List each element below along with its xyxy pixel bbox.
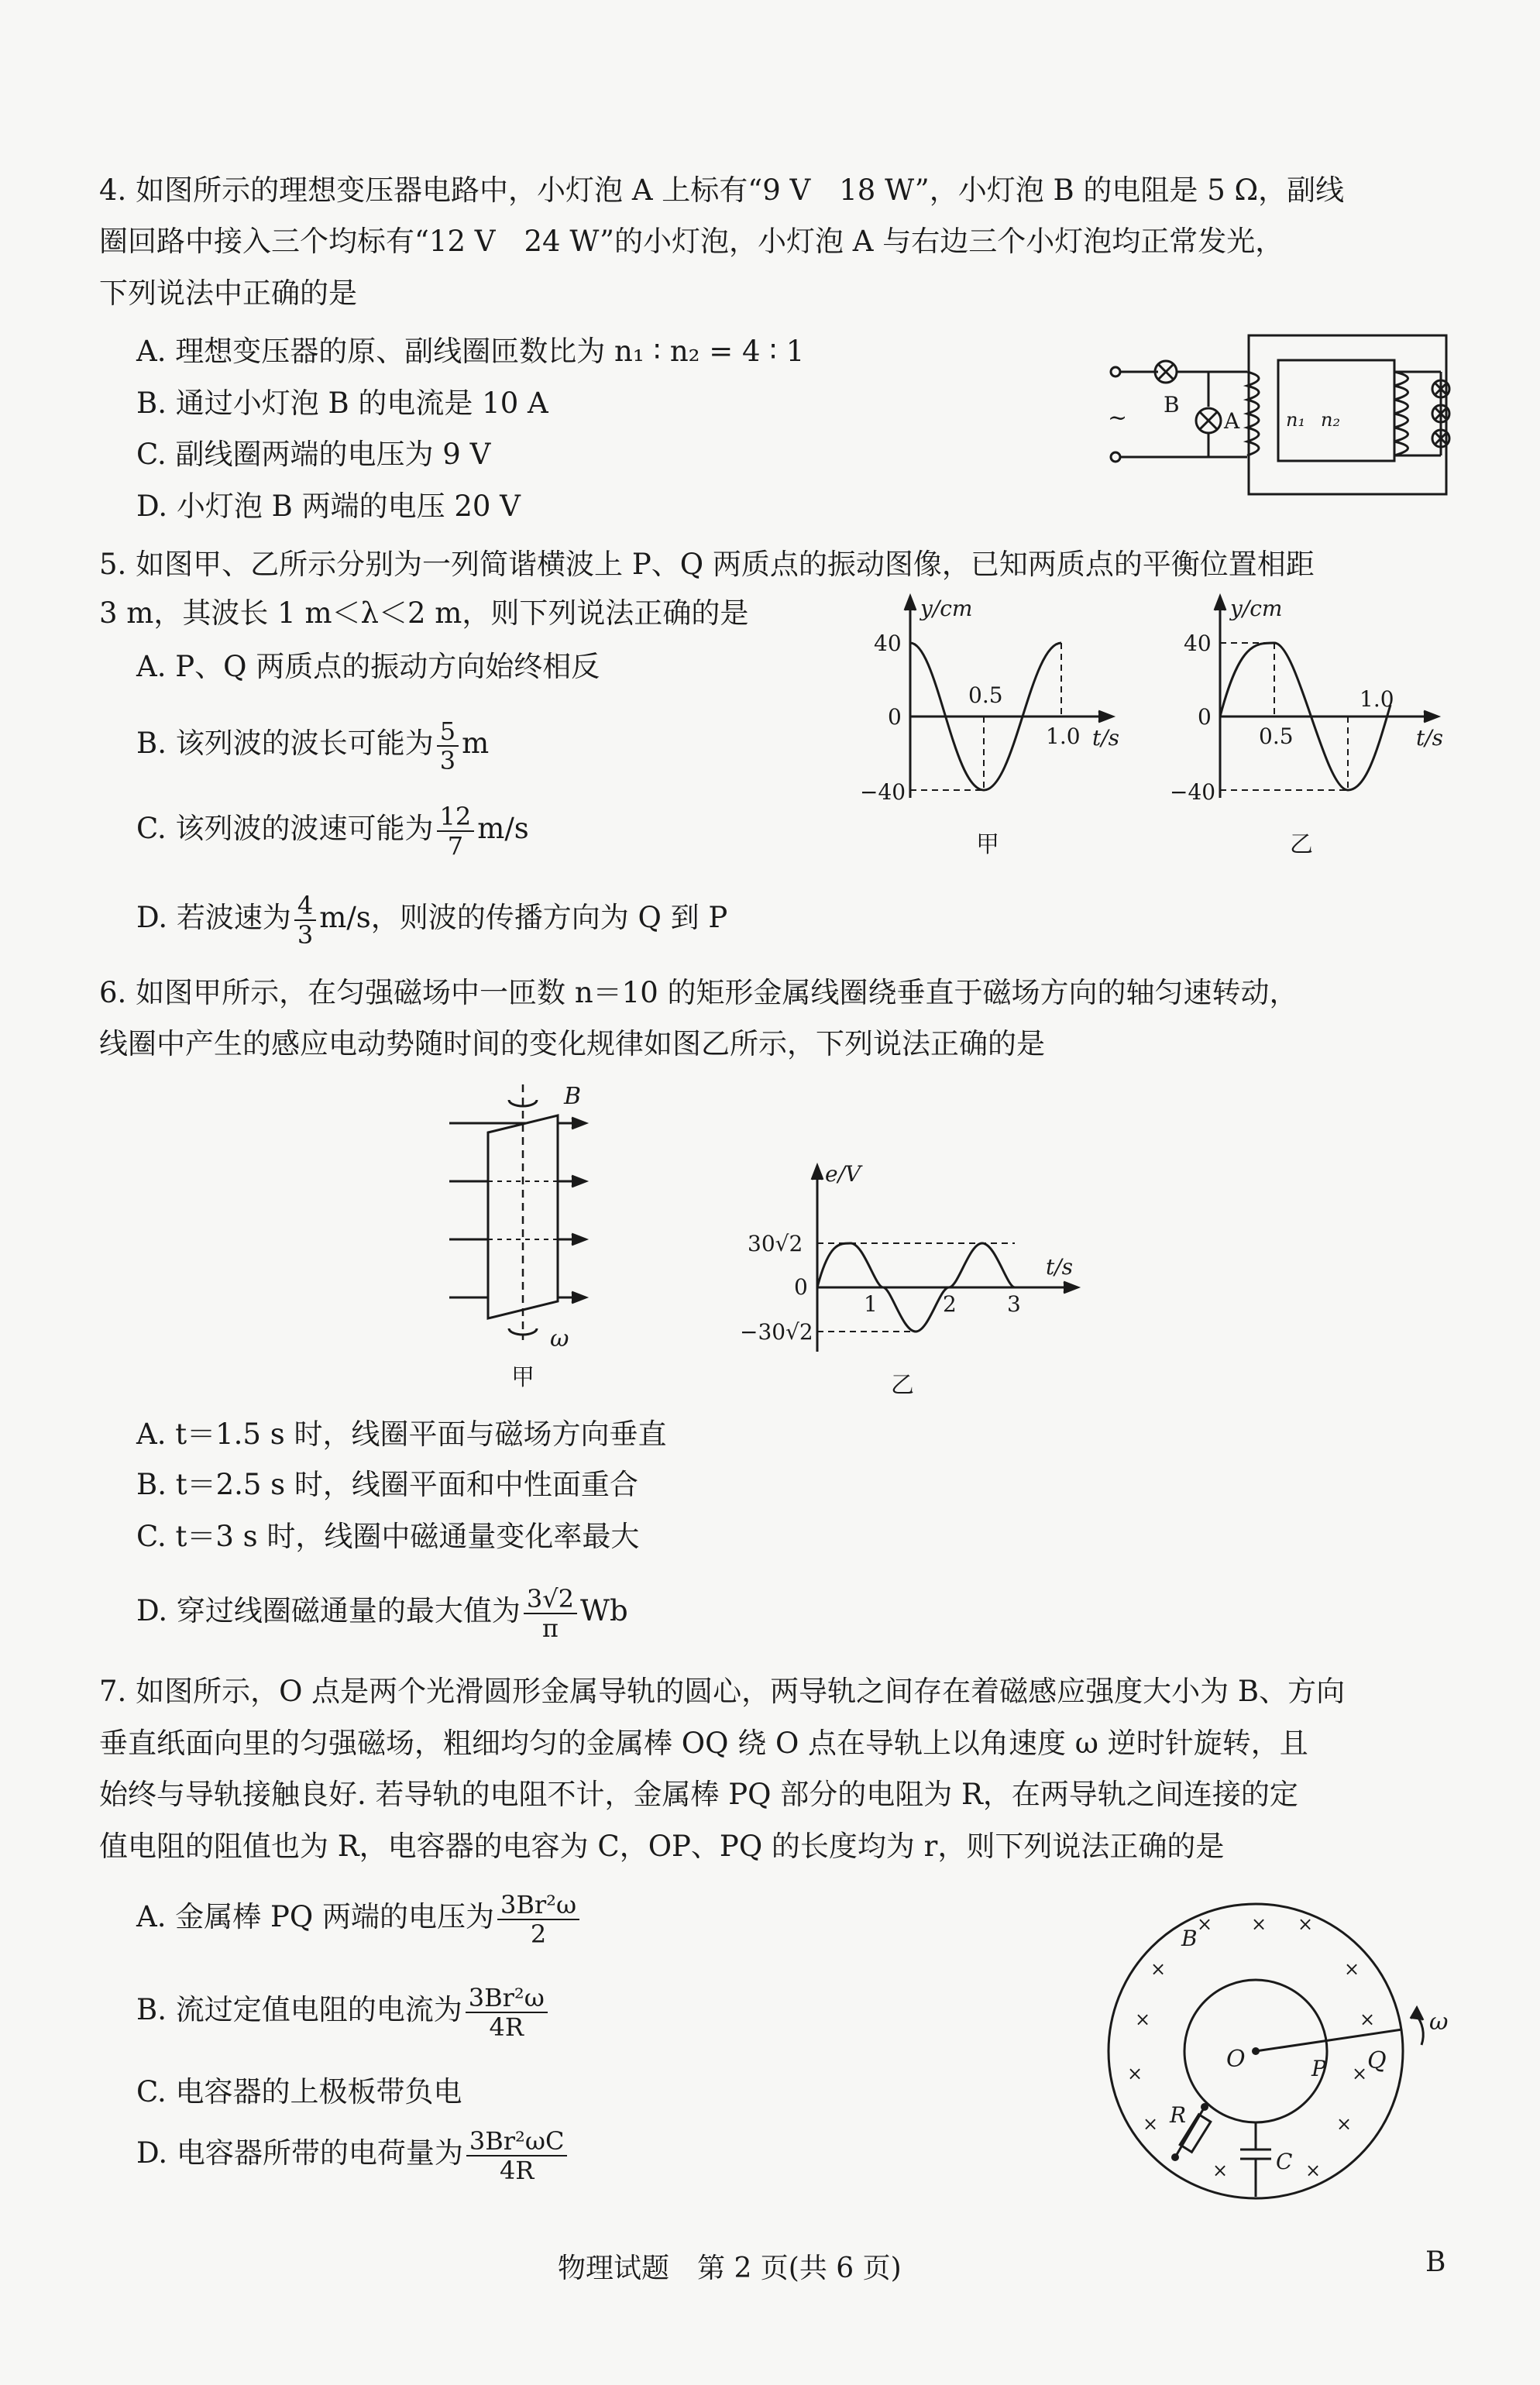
q7-cross-5: × (1344, 1958, 1360, 1980)
q5-jia-ylabel: y/cm (920, 596, 973, 621)
q7-cross-13: × (1305, 2160, 1322, 2181)
q6-jia-caption: 甲 (511, 1364, 535, 1391)
q7-cross-1: × (1197, 1913, 1213, 1935)
q6-yi-t3: 3 (1007, 1291, 1021, 1317)
q7-option-b-num: 3Br²ω (466, 1984, 548, 2013)
q5-option-d-text: D. 若波速为 (136, 901, 291, 934)
q6-omega-label: ω (550, 1325, 569, 1352)
q7-option-d-num: 3Br²ωC (466, 2127, 568, 2156)
q4-option-a: A. 理想变压器的原、副线圈匝数比为 n₁ ∶ n₂ = 4 ∶ 1 (136, 335, 805, 368)
q6-yi-y-zero: 0 (794, 1274, 808, 1300)
q4-stem-line-2: 圈回路中接入三个均标有“12 V 24 W”的小灯泡，小灯泡 A 与右边三个小灯泡均正常发光， (99, 225, 1284, 258)
q7-rails-figure (1104, 1890, 1476, 2215)
q6-option-d (136, 1576, 628, 1646)
q7-q-label: Q (1367, 2047, 1387, 2074)
q7-cross-7: × (1360, 2009, 1376, 2030)
q5-stem-line-1: 5. 如图甲、乙所示分别为一列简谐横波上 P、Q 两质点的振动图像，已知两质点的平衡位置相距 (99, 548, 1315, 581)
q4-lamp-a-label: A (1224, 408, 1240, 434)
q6-option-d-unit: Wb (579, 1594, 628, 1627)
q7-cross-6: × (1135, 2009, 1151, 2030)
q7-b-label: B (1181, 1926, 1198, 1951)
q6-stem-line-2: 线圈中产生的感应电动势随时间的变化规律如图乙所示，下列说法正确的是 (99, 1027, 1045, 1060)
q4-n1-label: n₁ (1286, 409, 1306, 431)
q7-field-crosses (1127, 1913, 1375, 2181)
q7-option-c: C. 电容器的上极板带负电 (136, 2075, 462, 2108)
q5-yi-x-end: 1.0 (1360, 686, 1394, 712)
q7-option-a (136, 1882, 583, 1952)
q5-yi-ylabel: y/cm (1230, 596, 1283, 621)
q6-yi-t2: 2 (943, 1291, 957, 1317)
q7-option-b (136, 1975, 551, 2045)
q4-source-label: ~ (1108, 404, 1128, 431)
q5-graph-yi (1170, 589, 1449, 860)
q5-option-c-den: 7 (447, 830, 464, 861)
q4-transformer-circuit (1100, 329, 1480, 500)
q6-yi-caption: 乙 (891, 1372, 914, 1399)
q7-option-a-den: 2 (530, 1919, 547, 1949)
q6-yi-xlabel: t/s (1046, 1254, 1074, 1280)
q6-yi-t1: 1 (864, 1291, 878, 1317)
q5-stem-line-2: 3 m，其波长 1 m＜λ＜2 m，则下列说法正确的是 (99, 596, 749, 630)
q4-stem-line-1: 4. 如图所示的理想变压器电路中，小灯泡 A 上标有“9 V 18 W”，小灯泡 B 的电阻是 5 Ω，副线 (99, 174, 1345, 207)
q4-n2-label: n₂ (1321, 409, 1341, 431)
q7-cross-4: × (1150, 1958, 1167, 1980)
q7-option-b-den: 4R (489, 2012, 524, 2042)
q6-b-label: B (564, 1083, 582, 1110)
q5-option-d-num: 4 (294, 892, 316, 921)
q4-option-b: B. 通过小灯泡 B 的电流是 10 A (136, 387, 548, 420)
q6-option-a: A. t＝1.5 s 时，线圈平面与磁场方向垂直 (136, 1418, 667, 1451)
q7-cross-12: × (1212, 2160, 1229, 2181)
q7-stem-line-2: 垂直纸面向里的匀强磁场，粗细均匀的金属棒 OQ 绕 O 点在导轨上以角速度 ω 逆时针旋转，且 (99, 1727, 1308, 1760)
q7-option-a-num: 3Br²ω (497, 1891, 579, 1920)
page-footer: 物理试题 第 2 页(共 6 页) (558, 2253, 902, 2284)
q7-cross-8: × (1127, 2063, 1143, 2084)
q7-option-a-fraction (497, 1891, 579, 1948)
q5-option-d (136, 883, 727, 953)
q7-option-a-text: A. 金属棒 PQ 两端的电压为 (136, 1900, 494, 1933)
q7-option-d (136, 2119, 570, 2188)
q5-jia-y-zero: 0 (888, 704, 902, 730)
q5-option-d-fraction (294, 892, 316, 949)
q7-cross-9: × (1352, 2063, 1368, 2084)
q5-option-d-unit: m/s，则波的传播方向为 Q 到 P (319, 901, 728, 934)
q5-option-b-den: 3 (439, 745, 456, 775)
q5-option-c-num: 12 (437, 802, 475, 832)
q7-o-label: O (1226, 2046, 1246, 2073)
q6-option-d-num: 3√2 (524, 1585, 577, 1614)
q7-option-d-text: D. 电容器所带的电荷量为 (136, 2136, 463, 2170)
q6-stem-line-1: 6. 如图甲所示，在匀强磁场中一匝数 n＝10 的矩形金属线圈绕垂直于磁场方向的轴匀速转动， (99, 976, 1298, 1009)
q7-option-b-fraction (466, 1984, 548, 2041)
q5-yi-y-top: 40 (1184, 631, 1212, 656)
q6-option-d-text: D. 穿过线圈磁通量的最大值为 (136, 1594, 521, 1627)
q7-cross-11: × (1336, 2113, 1353, 2135)
q6-yi-ylabel: e/V (825, 1161, 861, 1187)
q5-jia-y-bot: −40 (860, 779, 906, 805)
q6-option-d-den: π (541, 1613, 559, 1643)
q5-option-a: A. P、Q 两质点的振动方向始终相反 (136, 650, 600, 683)
q6-option-c: C. t＝3 s 时，线圈中磁通量变化率最大 (136, 1520, 640, 1553)
q5-yi-caption: 乙 (1290, 831, 1313, 858)
q5-option-b-num: 5 (437, 717, 459, 747)
q6-option-d-fraction (524, 1585, 577, 1642)
q7-stem-line-3: 始终与导轨接触良好. 若导轨的电阻不计，金属棒 PQ 部分的电阻为 R，在两导轨之间连接的定 (99, 1778, 1298, 1811)
q4-stem-line-3: 下列说法中正确的是 (99, 277, 357, 310)
q7-option-d-den: 4R (499, 2155, 535, 2185)
q5-yi-y-bot: −40 (1170, 779, 1216, 805)
q5-option-b (136, 709, 489, 778)
q7-p-label: P (1311, 2056, 1326, 2081)
q5-option-c-text: C. 该列波的波速可能为 (136, 812, 434, 845)
q7-omega-label: ω (1429, 2009, 1449, 2036)
q4-option-c: C. 副线圈两端的电压为 9 V (136, 438, 491, 471)
q5-option-c (136, 794, 529, 864)
q5-jia-xlabel: t/s (1092, 725, 1120, 751)
version-label: B (1425, 2246, 1446, 2278)
q7-stem-line-4: 值电阻的阻值也为 R，电容器的电容为 C，OP、PQ 的长度均为 r，则下列说法正确的是 (99, 1830, 1225, 1863)
q7-cross-3: × (1298, 1913, 1314, 1935)
q6-yi-y-bot: −30√2 (740, 1319, 813, 1345)
q7-option-d-fraction (466, 2127, 568, 2184)
q5-jia-y-top: 40 (874, 631, 902, 656)
q5-jia-x-end: 1.0 (1046, 723, 1081, 749)
q5-option-c-unit: m/s (477, 812, 529, 845)
q7-stem-line-1: 7. 如图所示，O 点是两个光滑圆形金属导轨的圆心，两导轨之间存在着磁感应强度大小为 B、方向 (99, 1675, 1346, 1708)
q7-c-label: C (1276, 2149, 1293, 2174)
q5-yi-y-zero: 0 (1198, 704, 1212, 730)
q6-coil-figure (434, 1077, 612, 1394)
q5-option-b-text: B. 该列波的波长可能为 (136, 727, 434, 760)
q6-emf-graph (740, 1158, 1088, 1414)
q5-option-d-den: 3 (297, 919, 314, 950)
q5-jia-caption: 甲 (976, 831, 999, 858)
q5-jia-x-mid: 0.5 (968, 682, 1003, 708)
q6-yi-y-top: 30√2 (748, 1231, 803, 1256)
q7-cross-2: × (1251, 1913, 1267, 1935)
q5-option-b-fraction (437, 717, 459, 775)
q5-yi-xlabel: t/s (1416, 725, 1444, 751)
q4-option-d: D. 小灯泡 B 两端的电压 20 V (136, 490, 521, 523)
q7-r-label: R (1170, 2102, 1187, 2128)
q6-option-b: B. t＝2.5 s 时，线圈平面和中性面重合 (136, 1468, 638, 1501)
q5-graph-jia (860, 589, 1123, 860)
q5-yi-x-mid: 0.5 (1259, 723, 1294, 749)
q7-option-b-text: B. 流过定值电阻的电流为 (136, 1993, 462, 2026)
q5-option-b-unit: m (462, 727, 490, 760)
q4-lamp-b-label: B (1164, 392, 1180, 418)
q5-option-c-fraction (437, 802, 475, 860)
q7-cross-10: × (1143, 2113, 1159, 2135)
